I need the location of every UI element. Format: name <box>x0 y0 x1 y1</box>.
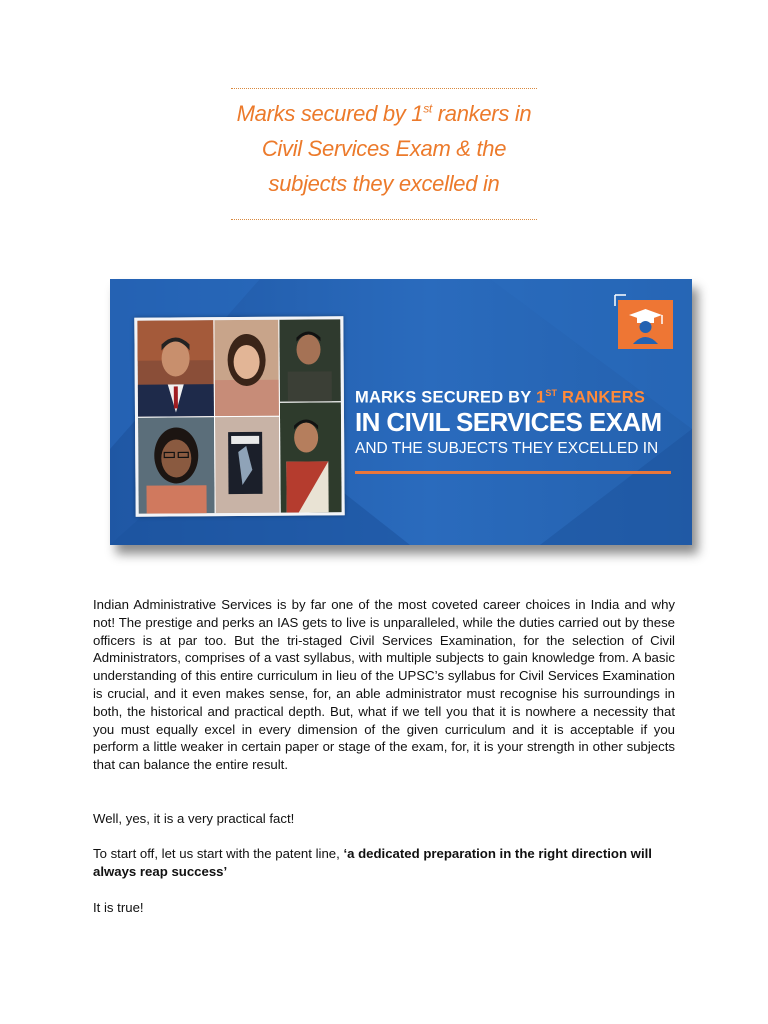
banner-headline-main: IN CIVIL SERVICES EXAM <box>355 407 662 437</box>
body-paragraph-3 <box>93 845 675 881</box>
paragraph-3-intro: To start off, let us start with the patent line, <box>93 846 344 861</box>
patent-line-quote: ‘a dedicated preparation in the right direction will always reap success’ <box>93 846 652 879</box>
article-banner <box>110 279 692 545</box>
banner-headline-sub: AND THE SUBJECTS THEY EXCELLED IN <box>355 440 659 457</box>
body-paragraph-1: Indian Administrative Services is by far one of the most coveted career choices in India and why not! The prestige and perks an IAS gets to live is unparalleled, while the duties carried out by these officers is at par too. But the tri-staged Civil Services Examination, for the selection of Civil Administrators, comprises of a vast syllabus, with multiple subjects to gain knowledge from. A basic understanding of this entire curriculum in lieu of the UPSC’s syllabus for Civil Services Examination is crucial, and it even makes sense, for, an able administrator must recognise his surroundings in both, the historical and practical depth. But, what if we tell you that it is nowhere a necessity that you must equally excel in every dimension of the given curriculum and it is acceptable if you perform a little weaker in certain paper or stage of the exam, for, it is your strength in other subjects that can balance the entire result. <box>93 597 675 773</box>
headline-rankers: RANKERS <box>557 388 646 407</box>
banner-headline-top <box>355 388 680 408</box>
graduate-icon <box>618 300 673 349</box>
headline-top-text: MARKS SECURED BY <box>355 388 536 407</box>
title-line-3: subjects they excelled in <box>268 171 500 196</box>
body-paragraph-2: Well, yes, it is a very practical fact! <box>93 811 295 826</box>
title-rule-top <box>231 88 537 89</box>
title-superscript: st <box>423 101 432 116</box>
headline-rank-suffix: ST <box>545 388 558 398</box>
banner-underline <box>355 471 671 474</box>
title-line-2: Civil Services Exam & the <box>261 136 507 161</box>
headline-rank-number: 1 <box>535 388 546 407</box>
collage-photos <box>137 319 341 513</box>
title-rule-bottom <box>231 219 537 220</box>
title-line-1-text: Marks secured by 1 <box>236 101 424 126</box>
title-line-1 <box>150 96 618 131</box>
body-paragraph-4: It is true! <box>93 900 144 915</box>
rankers-photo-collage <box>134 316 344 516</box>
page-title <box>150 96 618 201</box>
logo-glyph <box>618 300 673 349</box>
title-line-1-end: rankers in <box>431 101 532 126</box>
